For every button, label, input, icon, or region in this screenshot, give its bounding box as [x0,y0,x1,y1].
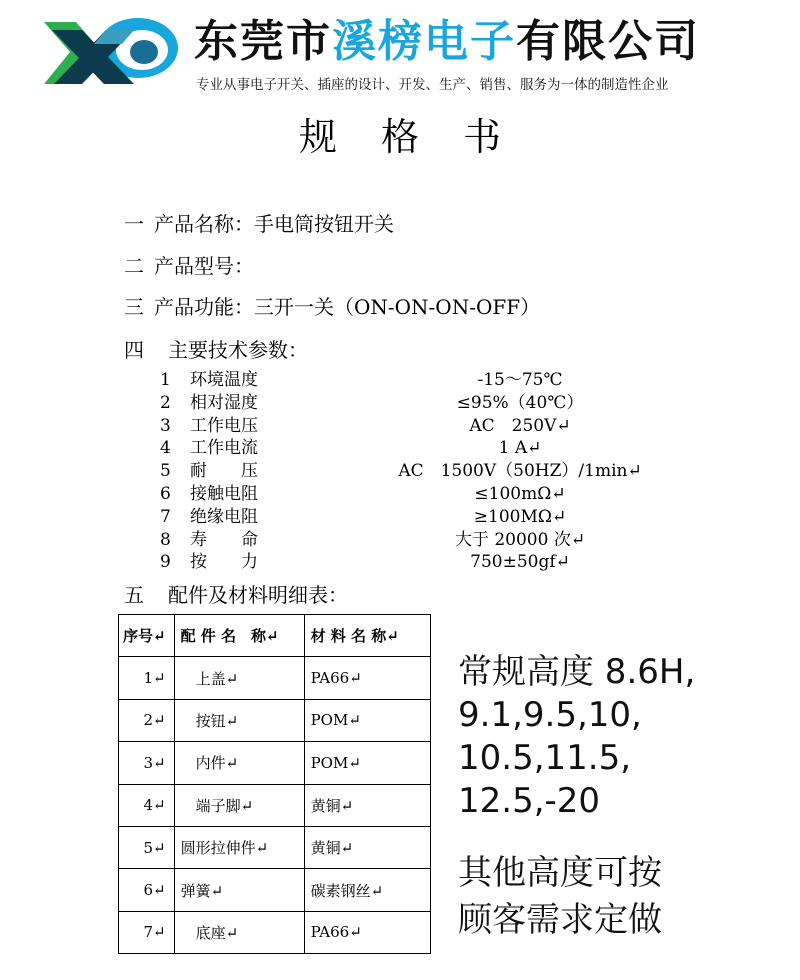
row-part: 上盖↵ [174,657,304,699]
param-label: 绝缘电阻 [190,506,258,527]
company-logo-icon [42,14,182,92]
section-text: 配件及材料明细表： [168,583,348,607]
row-material: 碳素钢丝↵ [304,869,430,911]
param-number: 6 [160,483,171,504]
section-number: 二 [124,254,144,278]
param-number: 9 [160,552,171,573]
title-char-2: 格 [380,115,419,159]
row-part: 底座↵ [174,911,304,953]
section-number: 四 [124,338,144,362]
title-char-1: 规 [298,115,337,159]
param-label: 工作电压 [190,415,258,436]
row-index: 1↵ [119,657,175,699]
param-value: 750±50gf↵ [470,552,570,573]
row-material: POM↵ [304,742,430,784]
param-label: 接触电阻 [190,483,258,504]
param-row [160,551,780,574]
row-index: 2↵ [119,699,175,741]
note-line: 10.5,11.5, [458,738,632,778]
param-row [160,415,780,438]
param-row [160,529,780,552]
section-text: 产品名称：手电筒按钮开关 [154,212,394,236]
row-index: 3↵ [119,742,175,784]
table-row [119,869,431,911]
param-label: 相对湿度 [190,392,258,413]
row-material: PA66↵ [304,657,430,699]
param-number: 5 [160,461,171,482]
param-value: ≤95%（40℃） [456,392,584,413]
param-row [160,483,780,506]
param-value: 1 A↵ [498,438,542,459]
tech-params-list [160,369,780,574]
param-number: 3 [160,415,171,436]
custom-height-note [458,850,662,944]
note-line: 常规高度 8.6H, [458,652,696,692]
row-material: PA66↵ [304,911,430,953]
header-part-name: 配 件 名 称↵ [174,615,304,657]
param-number: 1 [160,370,171,390]
section-number: 三 [124,295,144,319]
note-line: 9.1,9.5,10, [458,695,642,735]
table-row [119,657,431,699]
param-row [160,437,780,460]
param-row [160,460,780,483]
row-part: 内件↵ [174,742,304,784]
row-index: 7↵ [119,911,175,953]
section-number: 一 [124,212,144,236]
company-name-suffix: 有限公司 [516,16,700,67]
section-product-function [124,293,540,321]
row-part: 端子脚↵ [174,784,304,826]
row-material: POM↵ [304,699,430,741]
section-text: 产品功能：三开一关（ON-ON-ON-OFF） [154,295,541,319]
header-index: 序号↵ [119,615,175,657]
section-tech-params [124,336,308,364]
param-value: AC 1500V（50HZ）/1min↵ [398,461,642,482]
param-label: 工作电流 [190,438,258,459]
parts-materials-table [118,614,431,954]
param-row [160,506,780,529]
company-slogan: 专业从事电子开关、插座的设计、开发、生产、销售、服务为一体的制造性企业 [196,77,669,93]
section-parts-materials [124,581,348,609]
section-product-name [124,210,394,238]
param-row [160,392,780,415]
row-part: 按钮↵ [174,699,304,741]
company-name-prefix: 东莞市 [194,16,332,67]
height-options-note [458,651,695,823]
company-name-highlight: 溪榜电子 [332,16,516,67]
param-value: AC 250V↵ [469,415,571,436]
note-line: 顾客需求定做 [458,900,662,940]
row-index: 5↵ [119,826,175,868]
section-text: 产品型号： [154,254,254,278]
param-number: 2 [160,392,171,413]
param-label: 寿 命 [190,529,258,550]
row-material: 黄铜↵ [304,784,430,826]
param-number: 4 [160,438,171,459]
section-number: 五 [124,583,144,607]
param-row [160,369,780,392]
table-row [119,699,431,741]
param-value: -15～75℃ [477,370,563,390]
header-material-name: 材 料 名 称↵ [304,615,430,657]
table-row [119,784,431,826]
section-text: 主要技术参数： [168,338,308,362]
param-value: 大于 20000 次↵ [454,529,586,550]
document-title [0,112,800,162]
row-part: 圆形拉伸件↵ [174,826,304,868]
section-product-model [124,252,254,280]
param-number: 8 [160,529,171,550]
row-material: 黄铜↵ [304,826,430,868]
table-header-row [119,615,431,657]
param-number: 7 [160,506,171,527]
note-line: 其他高度可按 [458,853,662,893]
param-label: 按 力 [190,552,258,573]
table-row [119,742,431,784]
param-value: ≤100mΩ↵ [474,483,566,504]
table-row [119,826,431,868]
row-index: 6↵ [119,869,175,911]
title-char-3: 书 [463,115,502,159]
param-value: ≥100MΩ↵ [473,506,567,527]
row-index: 4↵ [119,784,175,826]
company-name [194,14,700,70]
param-label: 耐 压 [190,461,258,482]
table-row [119,911,431,953]
param-label: 环境温度 [190,370,258,390]
row-part: 弹簧↵ [174,869,304,911]
note-line: 12.5,-20 [458,781,601,821]
